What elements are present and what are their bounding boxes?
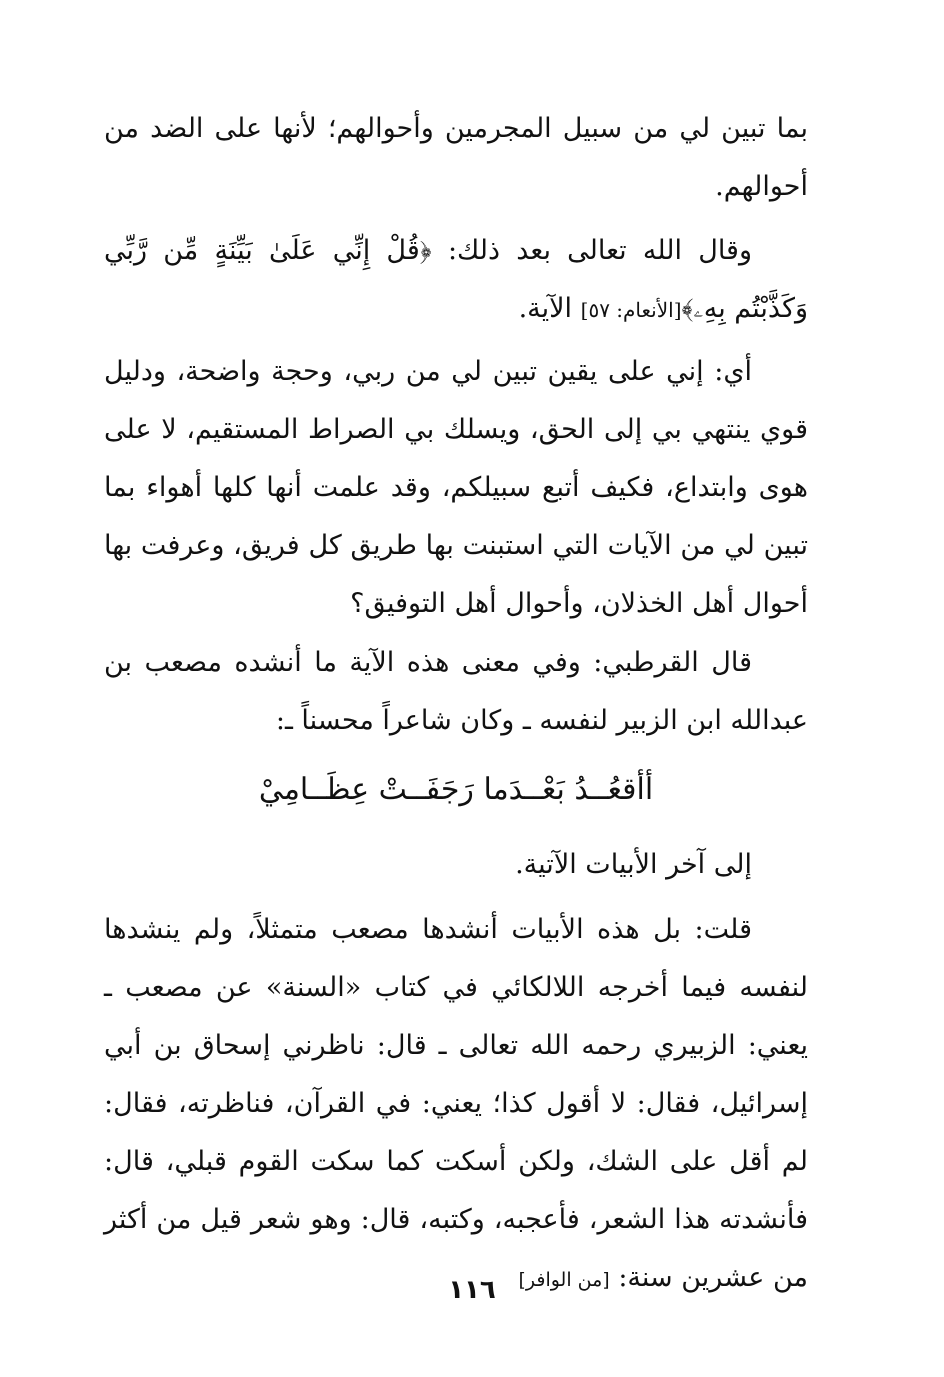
page-number: ١١٦ (448, 1275, 496, 1305)
poetry-verse: أأقعُــدُ بَعْــدَما رَجَفَــتْ عِظَــامِيْ (258, 772, 654, 807)
poetic-meter-label: [من الوافر] (518, 1269, 610, 1291)
quran-quote: وقال الله تعالى بعد ذلك: ﴿قُلْ إِنِّي عَلَىٰ بَيِّنَةٍ مِّن رَّبِّي وَكَذَّبْتُم بِهِۦ﴾ (104, 235, 808, 324)
paragraph-6-text: قلت: بل هذه الأبيات أنشدها مصعب متمثلاً، ولم ينشدها لنفسه فيما أخرجه اللالكائي في كتاب «السنة» عن مصعب ـ يعني: الزبيري رحمه الله تعالى ـ قال: ناظرني إسحاق بن أبي إسرائيل، فقال: لا أقول كذا؛ يعني: في القرآن، فناظرته، فقال: لم أقل على الشك، ولكن أسكت كما سكت القوم قبلي، قال: فأنشدته هذا الشعر، فأعجبه، وكتبه، قال: وهو شعر قيل من أكثر من عشرين سنة: (104, 914, 808, 1293)
paragraph-3: أي: إني على يقين تبين لي من ربي، وحجة واضحة، ودليل قوي ينتهي بي إلى الحق، ويسلك بي الصراط المستقيم، لا على هوى وابتداع، فكيف أتبع سبيلكم، وقد علمت أنها كلها أهواء بما تبين لي من الآيات التي استبنت بها طريق كل فريق، وعرفت بها أحوال أهل الخذلان، وأحوال أهل التوفيق؟ (104, 356, 808, 619)
ayah-note: الآية. (518, 293, 573, 324)
paragraph-6 (104, 901, 808, 1309)
surah-reference: [الأنعام: ٥٧] (580, 298, 682, 322)
paragraph-4: قال القرطبي: وفي معنى هذه الآية ما أنشده مصعب بن عبدالله ابن الزبير لنفسه ـ وكان شاعراً محسناً ـ: (104, 647, 808, 736)
paragraph-1: بما تبين لي من سبيل المجرمين وأحوالهم؛ لأنها على الضد من أحوالهم. (104, 113, 808, 202)
paragraph-5: إلى آخر الأبيات الآتية. (515, 849, 752, 880)
paragraph-2 (104, 222, 808, 339)
